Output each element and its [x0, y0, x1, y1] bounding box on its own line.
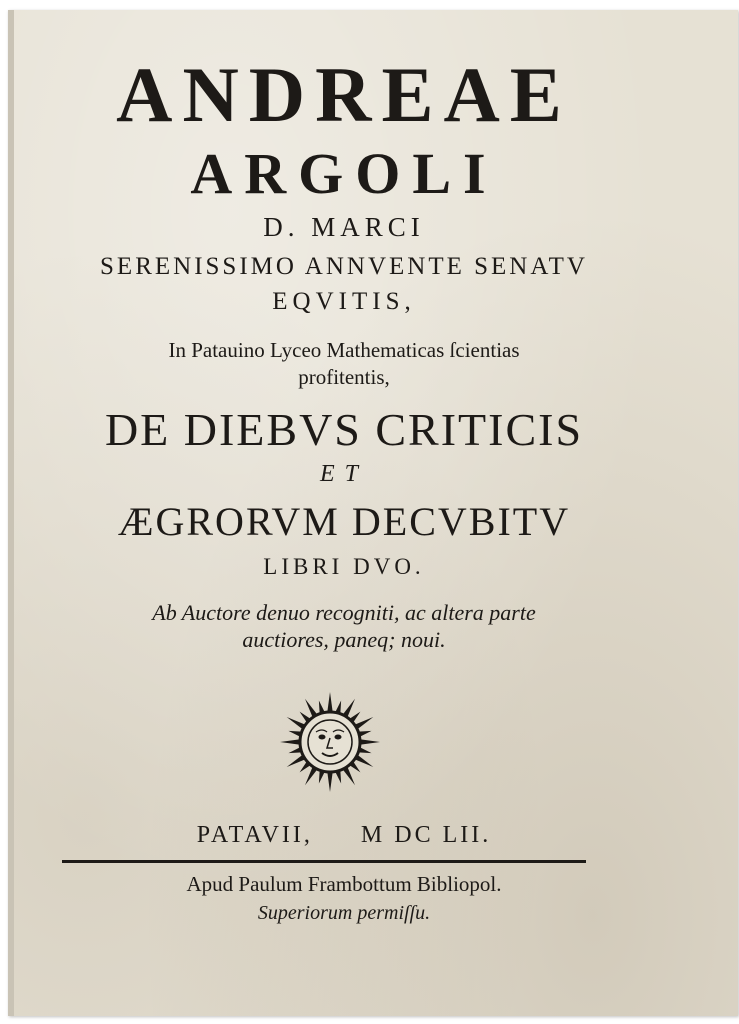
- imprint-place-year: [14, 822, 674, 849]
- imprint-rule: [62, 860, 586, 863]
- sun-ray: [360, 739, 380, 744]
- revision-line-2: auctiores, paneq; noui.: [242, 627, 446, 652]
- main-title: DE DIEBVS CRITICIS: [104, 404, 584, 455]
- revision-line-1: Ab Auctore denuo recogniti, ac altera parte: [152, 600, 536, 625]
- sun-face-icon: [278, 690, 382, 794]
- permission-line: Superiorum permiſſu.: [257, 902, 431, 924]
- profitentis-line: profitentis,: [298, 365, 390, 389]
- imprint-place: PATAVII,: [196, 822, 313, 848]
- senatu-line: SERENISSIMO ANNVENTE SENATV: [100, 253, 588, 280]
- equitis-line: EQVITIS,: [272, 288, 416, 315]
- sun-ray: [327, 772, 332, 792]
- sun-ray: [327, 692, 332, 712]
- title-page: [8, 10, 738, 1016]
- second-title: ÆGRORVM DECVBITV: [117, 499, 571, 544]
- libri-line: LIBRI DVO.: [263, 554, 425, 579]
- imprint-year: M DC LII.: [360, 822, 492, 848]
- sun-ray: [280, 739, 300, 744]
- author-last-name: ARGOLI: [190, 141, 498, 206]
- lyceo-line: In Patauino Lyceo Mathematicas ſcientias: [168, 338, 520, 362]
- conjunction: ET: [319, 461, 368, 487]
- author-first-name: ANDREAE: [116, 51, 572, 138]
- title-line: D. MARCI: [263, 212, 425, 242]
- printer-line: Apud Paulum Frambottum Bibliopol.: [186, 872, 502, 896]
